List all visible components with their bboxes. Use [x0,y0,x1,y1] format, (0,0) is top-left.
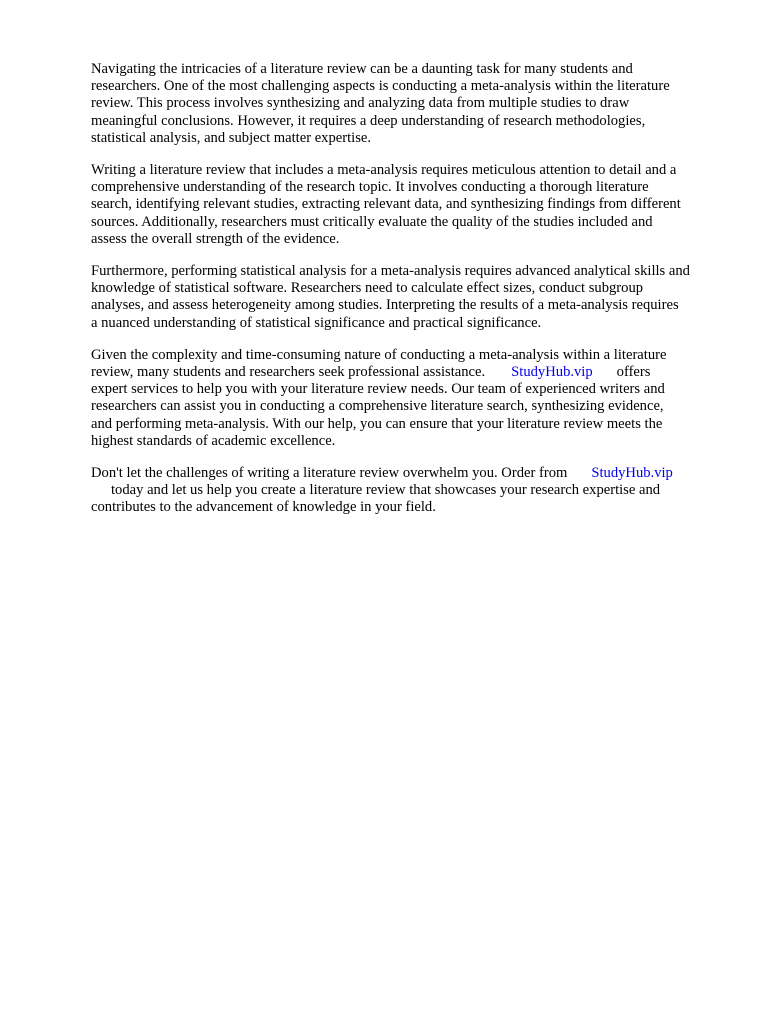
text-line: sources. Additionally, researchers must critically evaluate the quality of the studies included and [91,213,653,230]
paragraph-1 [91,61,736,147]
text-line: knowledge of statistical software. Researchers need to calculate effect sizes, conduct subgroup [91,280,644,297]
text-line: statistical analysis, and subject matter expertise. [91,129,372,146]
text-line: analyses, and assess heterogeneity among studies. Interpreting the results of a meta-analysis requires [91,297,679,314]
text-line: contributes to the advancement of knowledge in your field. [91,499,436,516]
text-line: expert services to help you with your literature review needs. Our team of experienced writers and [91,381,665,398]
text-line: search, identifying relevant studies, extracting relevant data, and synthesizing findings from different [91,196,681,213]
text-line: researchers can assist you in conducting a comprehensive literature search, synthesizing evidence, [91,398,664,415]
paragraph-2 [91,162,736,248]
text-line: Writing a literature review that includes a meta-analysis requires meticulous attention to detail and a [91,162,677,179]
text-line: researchers. One of the most challenging aspects is conducting a meta-analysis within the literature [91,78,670,95]
studyhub-link[interactable]: StudyHub.vip [511,364,593,381]
text-line: today and let us help you create a literature review that showcases your research expertise and [111,482,661,499]
text-line: Navigating the intricacies of a literature review can be a daunting task for many students and [91,61,633,77]
text-line: review. This process involves synthesizing and analyzing data from multiple studies to draw [91,95,630,112]
text-line: and performing meta-analysis. With our help, you can ensure that your literature review meets the [91,415,663,432]
document-body [91,61,736,532]
text-line: comprehensive understanding of the research topic. It involves conducting a thorough literature [91,179,649,196]
text-line: Given the complexity and time-consuming nature of conducting a meta-analysis within a literature [91,346,667,363]
text-line: Don't let the challenges of writing a literature review overwhelm you. Order from [91,465,568,482]
paragraph-3 [91,263,736,332]
text-line: assess the overall strength of the evidence. [91,230,340,247]
text-line: highest standards of academic excellence. [91,432,336,449]
text-line: a nuanced understanding of statistical significance and practical significance. [91,314,542,331]
studyhub-link[interactable]: StudyHub.vip [591,465,673,482]
text-line: Furthermore, performing statistical analysis for a meta-analysis requires advanced analytical skills and [91,263,690,280]
paragraph-5 [91,465,736,517]
text-line: meaningful conclusions. However, it requires a deep understanding of research methodologies, [91,112,646,129]
paragraph-4 [91,347,736,450]
text-line: review, many students and researchers seek professional assistance. [91,364,486,381]
text-fragment: offers [616,364,651,381]
